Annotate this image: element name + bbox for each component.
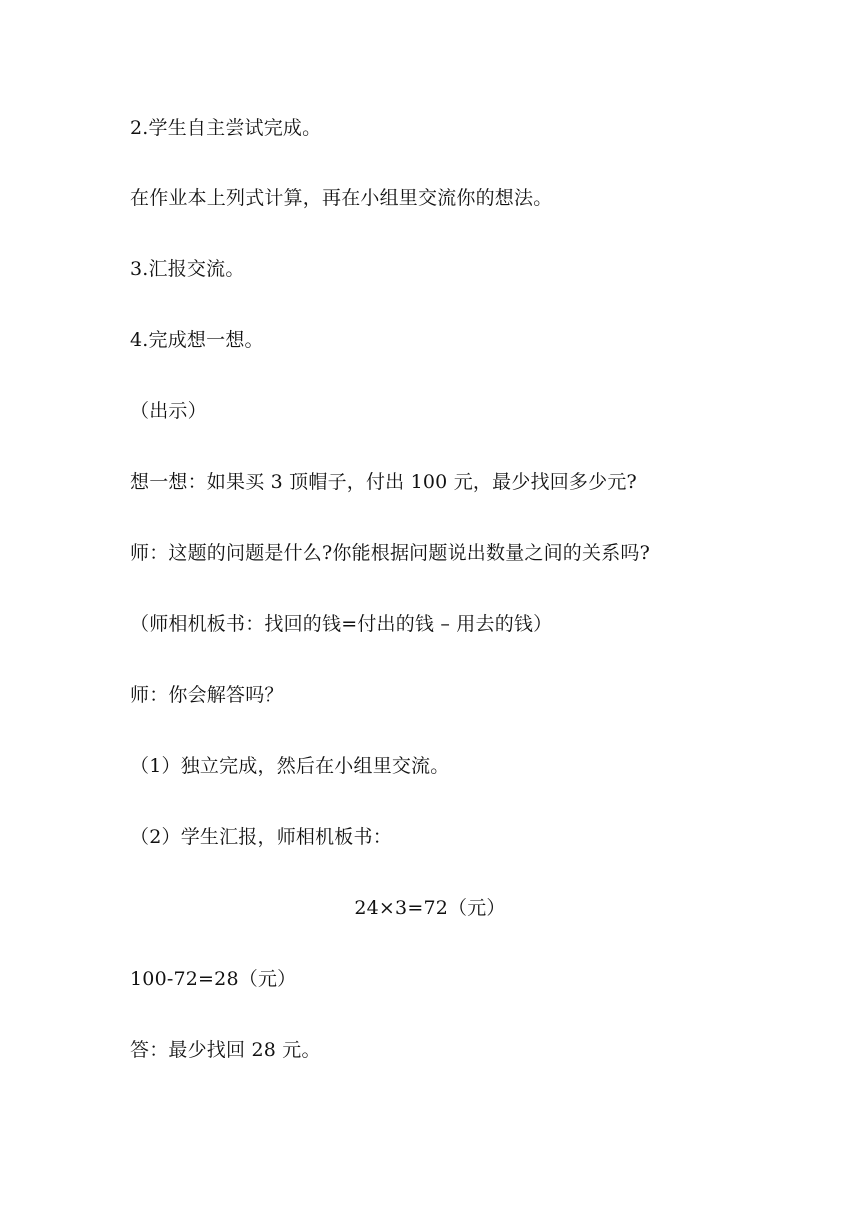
calculation-change: 100-72=28（元）	[130, 968, 297, 990]
step-3-heading: 3.汇报交流。	[130, 258, 245, 280]
think-question: 想一想：如果买 3 顶帽子，付出 100 元，最少找回多少元?	[130, 471, 637, 493]
calculation-cost: 24×3=72（元）	[354, 897, 506, 919]
substep-2: （2）学生汇报，师相机板书：	[130, 826, 392, 848]
substep-1: （1）独立完成，然后在小组里交流。	[130, 755, 450, 777]
step-2-heading: 2.学生自主尝试完成。	[130, 117, 322, 139]
instruction-paragraph: 在作业本上列式计算，再在小组里交流你的想法。	[130, 187, 553, 209]
display-note: （出示）	[130, 400, 207, 422]
answer-line: 答：最少找回 28 元。	[130, 1039, 321, 1061]
step-4-heading: 4.完成想一想。	[130, 329, 264, 351]
board-note-formula: （师相机板书：找回的钱=付出的钱 – 用去的钱）	[130, 613, 553, 635]
teacher-question-solve: 师：你会解答吗？	[130, 684, 284, 706]
teacher-question-relationship: 师：这题的问题是什么?你能根据问题说出数量之间的关系吗?	[130, 542, 650, 564]
